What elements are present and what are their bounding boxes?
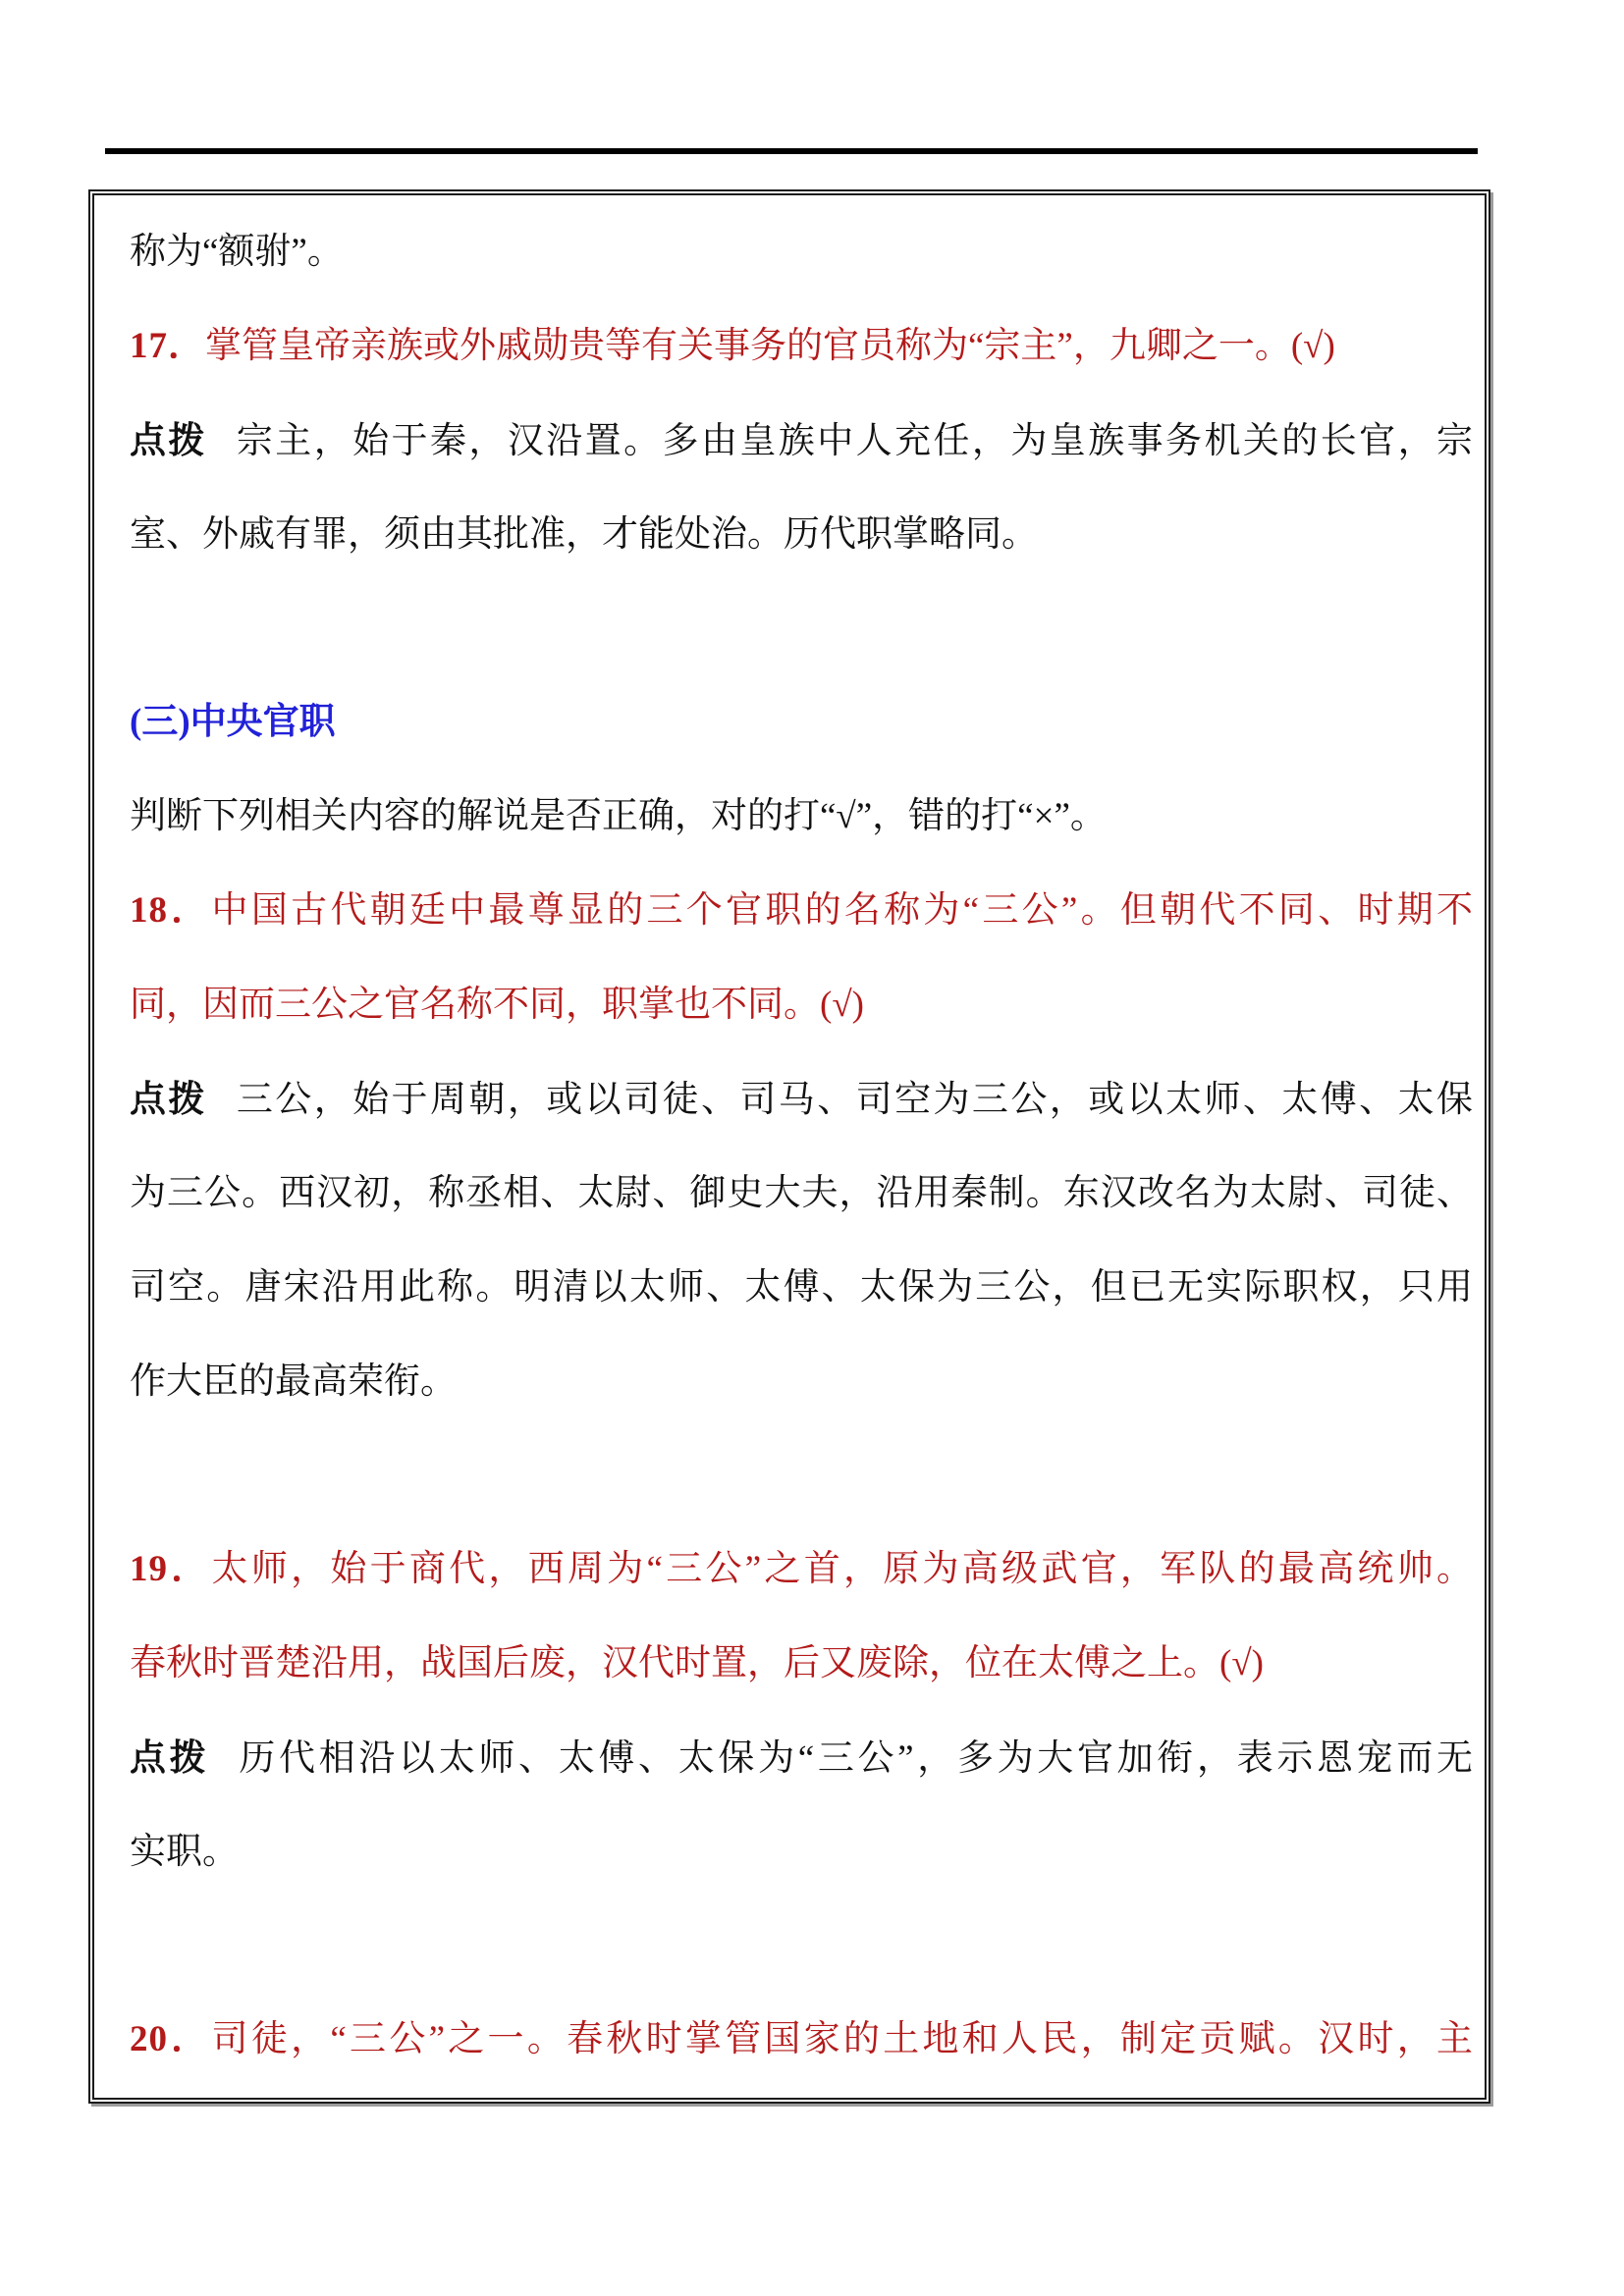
tip-label: 点拨	[130, 420, 207, 460]
question-19-line-2	[130, 1617, 1473, 1711]
tip-18-line-2	[130, 1147, 1473, 1241]
tip-17-line-1	[130, 394, 1473, 488]
question-19-answer: (√)	[1219, 1643, 1264, 1683]
tip-label: 点拨	[130, 1737, 210, 1778]
question-18-line-2	[130, 958, 1473, 1052]
body-text: 称为“额驸”。	[130, 232, 344, 272]
question-17-text: 掌管皇帝亲族或外戚勋贵等有关事务的官员称为“宗主”，九卿之一。	[205, 326, 1291, 366]
question-20-text-1: 司徒，“三公”之一。春秋时掌管国家的土地和人民，制定贡赋。汉时，主	[211, 2019, 1474, 2059]
tip-18-text-3: 司空。唐宋沿用此称。明清以太师、太傅、太保为三公，但已无实际职权，只用	[130, 1267, 1473, 1308]
question-17	[130, 299, 1473, 394]
tip-18-text-2: 为三公。西汉初，称丞相、太尉、御史大夫，沿用秦制。东汉改名为太尉、司徒、	[130, 1173, 1473, 1213]
tip-18-text-4: 作大臣的最高荣衔。	[130, 1362, 457, 1402]
tip-label: 点拨	[130, 1079, 207, 1119]
tip-19-text-1: 历代相沿以太师、太傅、太保为“三公”，多为大官加衔，表示恩宠而无	[239, 1738, 1474, 1779]
instructions-text: 判断下列相关内容的解说是否正确，对的打“√”，错的打“×”。	[130, 796, 1107, 836]
tip-19-text-2: 实职。	[130, 1832, 239, 1872]
question-17-answer: (√)	[1290, 326, 1335, 366]
question-19-number: 19．	[130, 1549, 212, 1589]
question-18-text-1: 中国古代朝廷中最尊显的三个官职的名称为“三公”。但朝代不同、时期不	[211, 890, 1474, 931]
header-rule	[105, 148, 1478, 154]
tip-19-line-1	[130, 1711, 1473, 1805]
question-18-answer: (√)	[820, 985, 864, 1025]
question-18-line-1	[130, 864, 1473, 958]
question-19-line-1	[130, 1522, 1473, 1617]
question-19-text-1: 太师，始于商代，西周为“三公”之首，原为高级武官，军队的最高统帅。	[211, 1549, 1474, 1589]
question-20-number: 20．	[130, 2019, 212, 2059]
tip-18-line-4	[130, 1335, 1473, 1429]
body-line-continuation	[130, 205, 1473, 299]
tip-18-line-3	[130, 1241, 1473, 1335]
tip-18-text-1: 三公，始于周朝，或以司徒、司马、司空为三公，或以太师、太傅、太保	[236, 1080, 1474, 1120]
tip-19-line-2	[130, 1805, 1473, 1899]
section-heading	[130, 675, 1473, 770]
tip-17-line-2	[130, 488, 1473, 582]
document-frame	[88, 189, 1490, 2104]
section-heading-text: (三)中央官职	[130, 702, 336, 742]
instructions-line	[130, 770, 1473, 864]
question-19-text-2: 春秋时晋楚沿用，战国后废，汉代时置，后又废除，位在太傅之上。	[130, 1643, 1219, 1683]
question-20-line-1	[130, 1993, 1473, 2087]
question-18-number: 18．	[130, 890, 212, 931]
tip-17-text-2: 室、外戚有罪，须由其批准，才能处治。历代职掌略同。	[130, 514, 1038, 555]
tip-17-text: 宗主，始于秦，汉沿置。多由皇族中人充任，为皇族事务机关的长官，宗	[236, 421, 1474, 461]
tip-18-line-1	[130, 1052, 1473, 1147]
question-17-number: 17．	[130, 326, 205, 366]
question-18-text-2: 同，因而三公之官名称不同，职掌也不同。	[130, 985, 820, 1025]
